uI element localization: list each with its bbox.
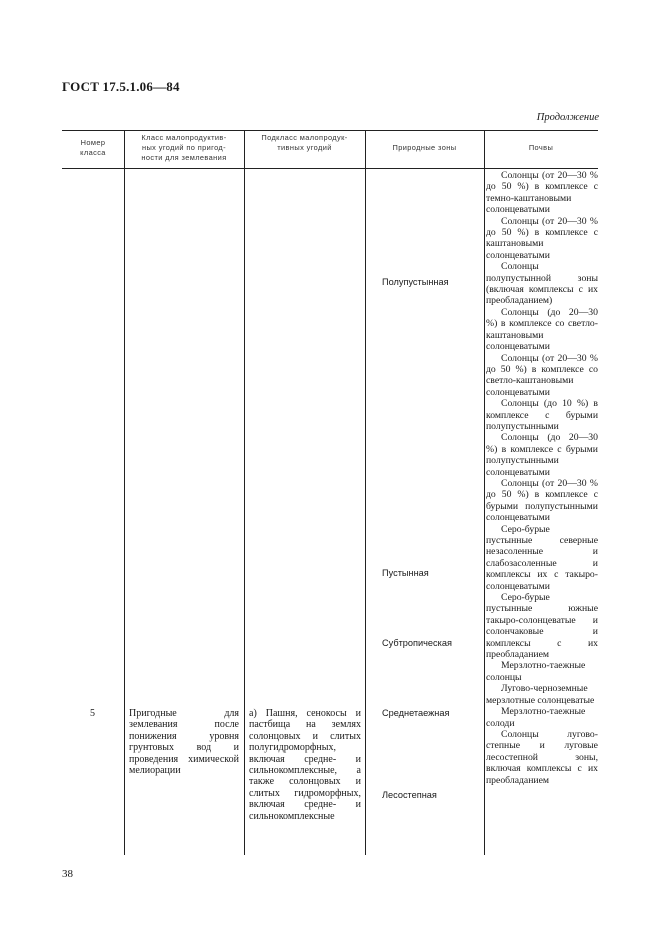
soil-entry: Солонцы полупустынной зоны (включая комплексы с их преобладанием): [486, 261, 598, 307]
soil-entry: Солонцы (от 20—30 % до 50 %) в комплексе со светло-каштановыми солонцеватыми: [486, 352, 598, 398]
column-divider-3: [365, 130, 366, 855]
column-header-zones: Природные зоны: [392, 143, 457, 152]
page-number: 38: [62, 868, 73, 880]
soil-entry: Лугово-черноземные мерзлотные солонцеватые: [486, 683, 595, 706]
zone-middle-taiga: Среднетаежная: [382, 708, 450, 718]
subclass-description: а) Пашня, сенокосы и пастбища на землях солонцовых и слитых полугидроморфных, включая средне- и сильнокомплексные, а также солонцовых и слитых гидроморфных, включая средне- и сильнокомплексные: [249, 708, 361, 822]
soil-entry: Серо-бурые пустынные южные такыро-солонцеватые и солончаковые и комплексы с их преобладанием: [486, 592, 598, 661]
zone-semidesert: Полупустынная: [382, 277, 449, 287]
soil-entry: Мерзлотно-таежные солонцы: [486, 660, 586, 683]
column-header-class: Класс малопродуктив- ных угодий по пригод- ности для землевания: [141, 133, 227, 162]
soil-entry: Солонцы (от 20—30 % до 50 %) в комплексе с бурыми полупустынными солонцеватыми: [486, 477, 598, 524]
soil-entry: Солонцы лугово-степные и луговые лесостепной зоны, включая комплексы с их преобладанием: [486, 728, 598, 786]
column-divider-2: [244, 130, 245, 855]
soil-entry: Мерзлотно-таежные солоди: [486, 706, 586, 729]
column-header-number: Номер класса: [80, 138, 106, 157]
column-header-soils: Почвы: [528, 143, 554, 152]
zone-desert: Пустынная: [382, 568, 429, 578]
soil-entry: Солонцы (до 10 %) в комплексе с бурыми полупустынными: [486, 398, 598, 432]
zone-subtropical: Субтропическая: [382, 638, 452, 648]
class-description: Пригодные для землевания после понижения уровня грунтовых вод и проведения химической мелиорации: [129, 708, 239, 777]
soil-entry: Солонцы (до 20—30 %) в комплексе с бурыми полупустынными солонцеватыми: [486, 432, 598, 478]
class-number: 5: [90, 708, 95, 719]
column-header-subclass: Подкласс малопродук- тивных угодий: [261, 133, 348, 152]
table-top-rule: [62, 130, 598, 131]
soil-entry: Солонцы (до 20—30 %) в комплексе со светло-каштановыми солонцеватыми: [486, 306, 598, 353]
soils-cell: [486, 170, 598, 786]
column-divider-1: [124, 130, 125, 855]
soil-entry: Серо-бурые пустынные северные незасоленные и слабозасоленные и комплексы их с такыро-солонцеватыми: [486, 523, 598, 592]
zone-forest-steppe: Лесостепная: [382, 790, 437, 800]
table-header-rule: [62, 168, 598, 169]
soil-entry: Солонцы (от 20—30 % до 50 %) в комплексе с темно-каштановыми солонцеватыми: [486, 170, 598, 216]
continued-label: Продолжение: [536, 112, 599, 123]
soil-entry: Солонцы (от 20—30 % до 50 %) в комплексе с каштановыми солонцеватыми: [486, 215, 598, 261]
column-divider-4: [484, 130, 485, 855]
document-header: ГОСТ 17.5.1.06—84: [62, 79, 180, 94]
